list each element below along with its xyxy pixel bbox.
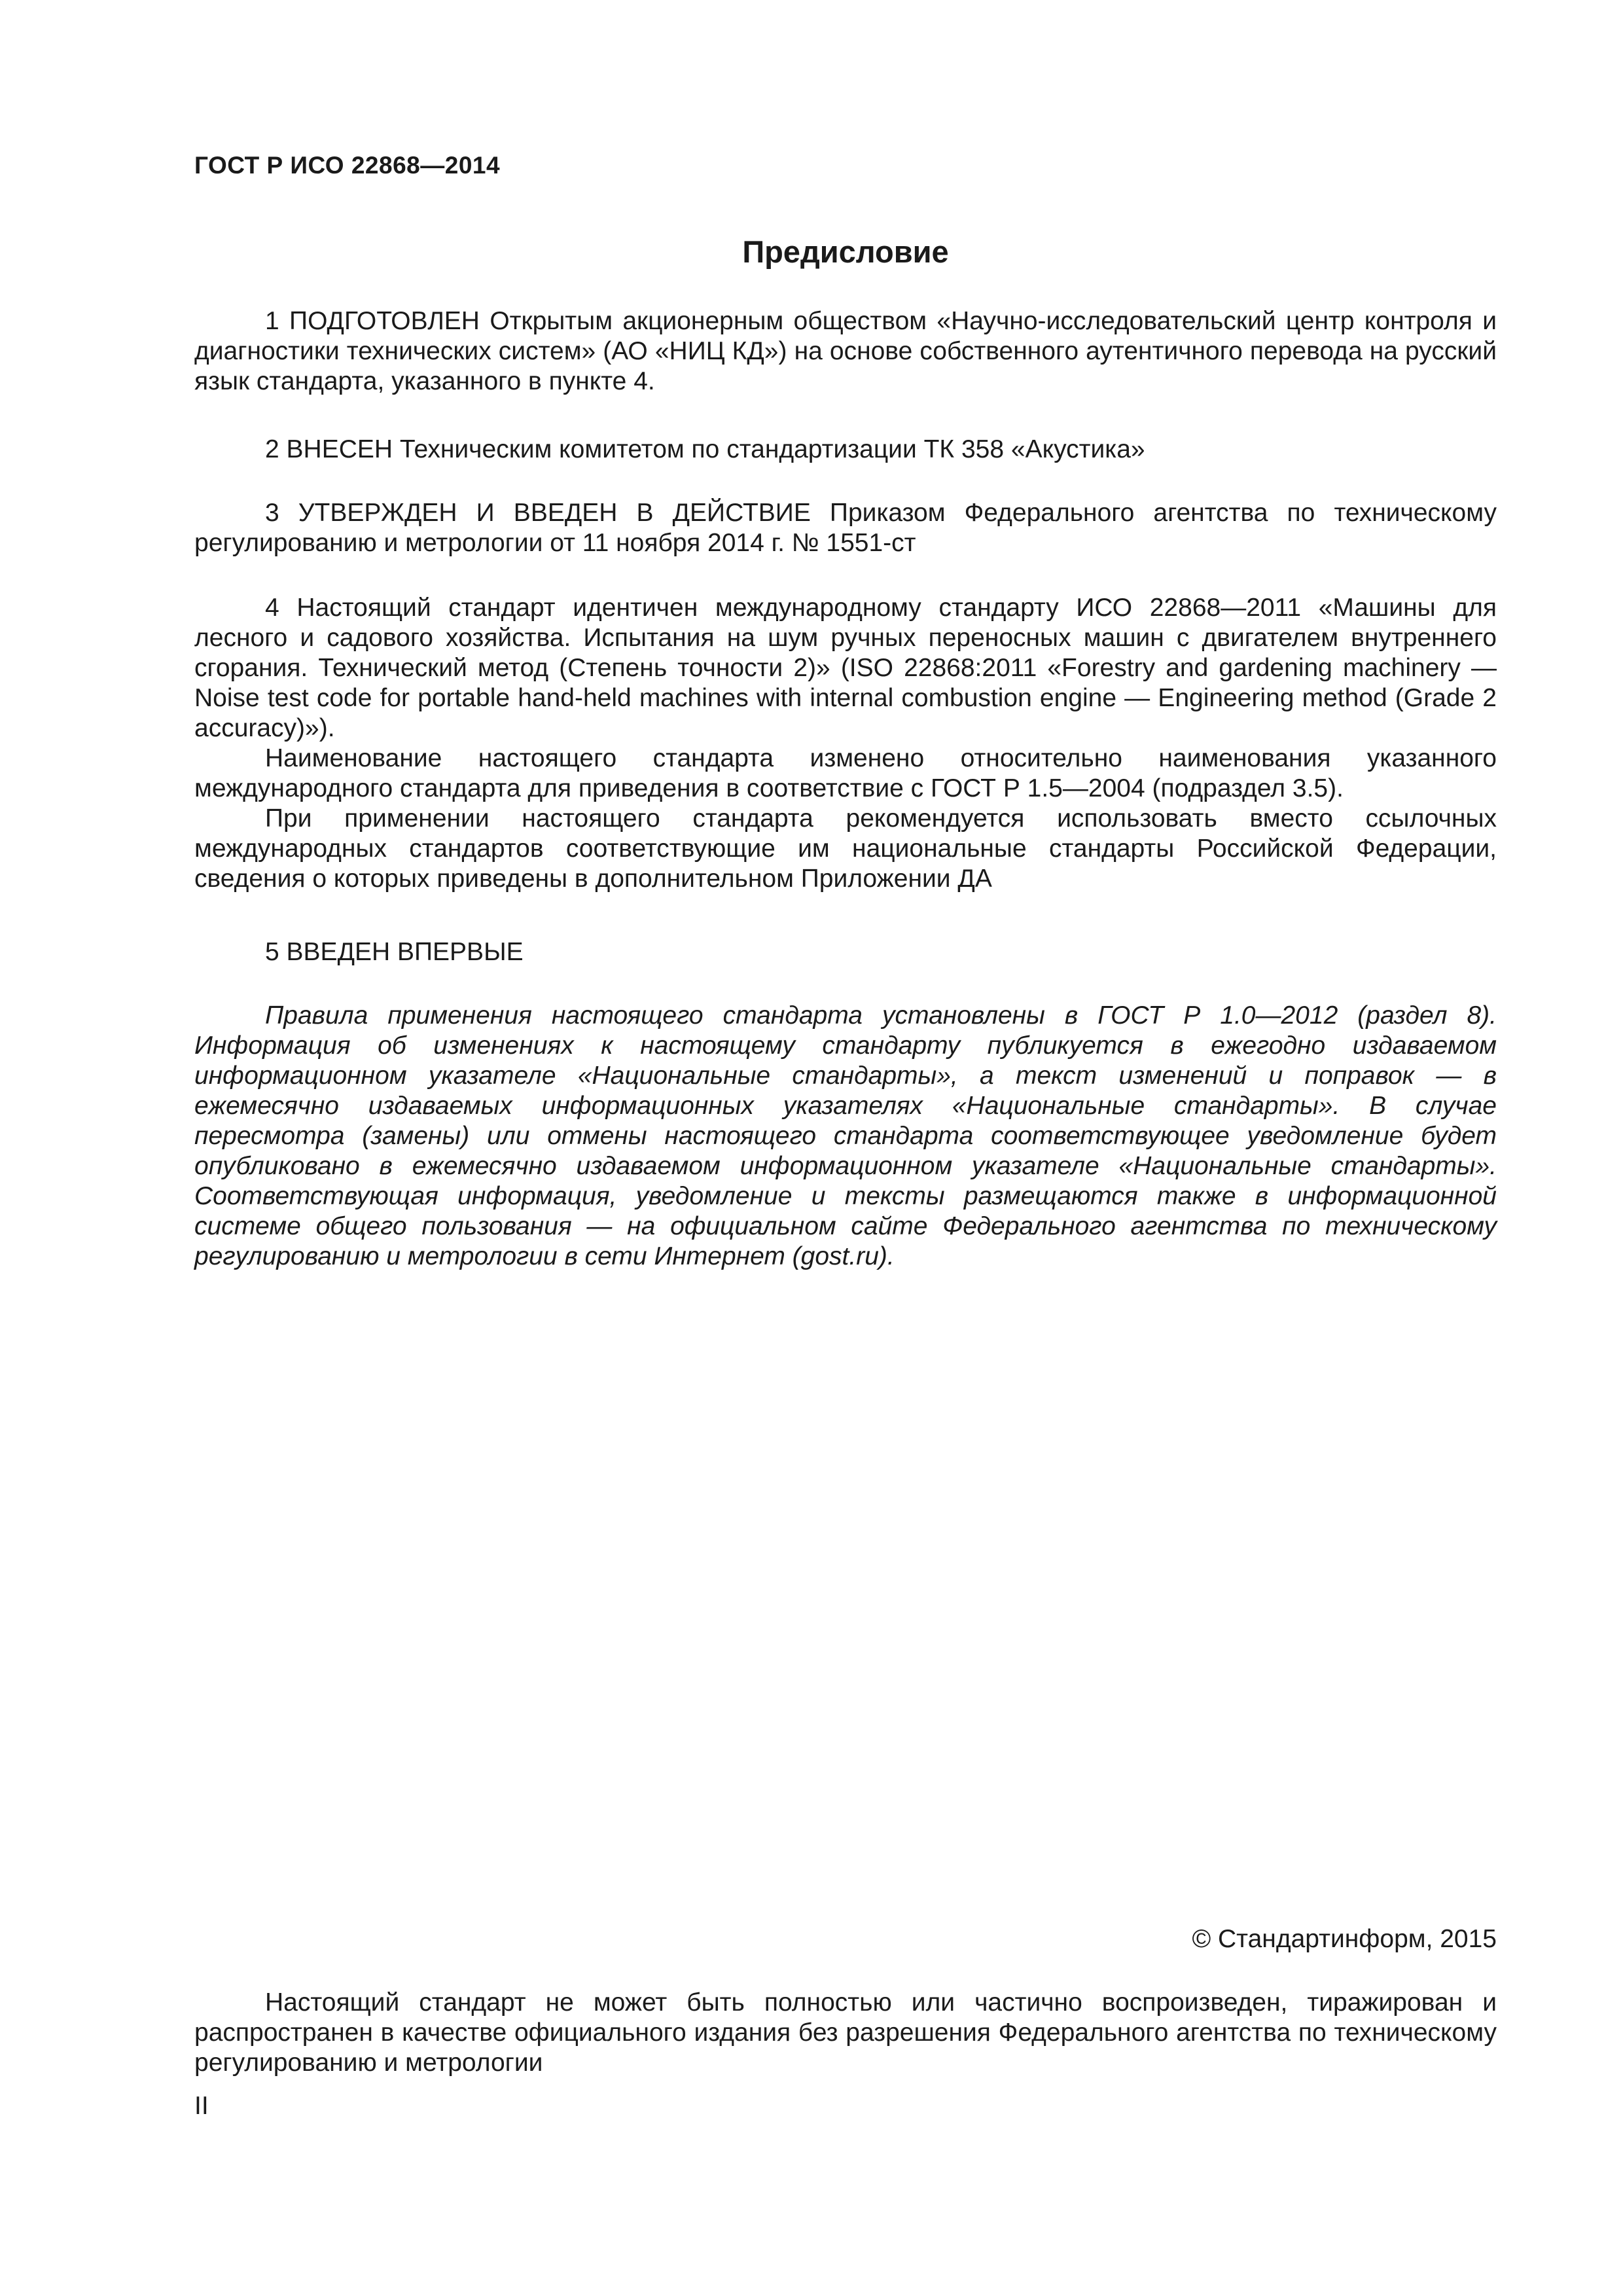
application-notice: Правила применения настоящего стандарта установлены в ГОСТ Р 1.0—2012 (раздел 8). Информация об изменениях к настоящему стандарту публикуется в ежегодно издаваемом информационном указателе «Национальные стандарты», а текст изменений и поправок — в ежемесячно издаваемых информационных указателях «Национальные стандарты». В случае пересмотра (замены) или отмены настоящего стандарта соответствующее уведомление будет опубликовано в ежемесячно издаваемом информационном указателе «Национальные стандарты». Соответствующая информация, уведомление и тексты размещаются также в информационной системе общего пользования — на официальном сайте Федерального агентства по техническому регулированию и метрологии в сети Интернет (gost.ru). [194, 1001, 1497, 1270]
preface-item-4-paragraph-2: Наименование настоящего стандарта изменено относительно наименования указанного международного стандарта для приведения в соответствие с ГОСТ Р 1.5—2004 (подраздел 3.5). [194, 744, 1497, 802]
copyright-line: © Стандартинформ, 2015 [1192, 1925, 1497, 1953]
document-code: ГОСТ Р ИСО 22868—2014 [194, 152, 501, 179]
preface-item-3: 3 УТВЕРЖДЕН И ВВЕДЕН В ДЕЙСТВИЕ Приказом Федерального агентства по техническому регулированию и метрологии от 11 ноября 2014 г. № 1551-ст [194, 499, 1497, 557]
preface-item-1: 1 ПОДГОТОВЛЕН Открытым акционерным обществом «Научно-исследовательский центр контроля и диагностики технических систем» (АО «НИЦ КД») на основе собственного аутентичного перевода на русский язык стандарта, указанного в пункте 4. [194, 307, 1497, 395]
preface-item-4-paragraph-3: При применении настоящего стандарта рекомендуется использовать вместо ссылочных международных стандартов соответствующие им национальные стандарты Российской Федерации, сведения о которых приведены в дополнительном Приложении ДА [194, 804, 1497, 893]
page-title: Предисловие [742, 234, 949, 269]
reproduction-notice: Настоящий стандарт не может быть полностью или частично воспроизведен, тиражирован и распространен в качестве официального издания без разрешения Федерального агентства по техническому регулированию и метрологии [194, 1988, 1497, 2077]
preface-item-5: 5 ВВЕДЕН ВПЕРВЫЕ [265, 938, 524, 966]
page-number: II [194, 2092, 209, 2120]
preface-item-4-paragraph-1: 4 Настоящий стандарт идентичен международному стандарту ИСО 22868—2011 «Машины для лесного и садового хозяйства. Испытания на шум ручных переносных машин с двигателем внутреннего сгорания. Технический метод (Степень точности 2)» (ISO 22868:2011 «Forestry and gardening machinery — Noise test code for portable hand-held machines with internal combustion engine — Engineering method (Grade 2 accuracy)»). [194, 594, 1497, 742]
preface-item-4 [194, 593, 1497, 894]
preface-item-2: 2 ВНЕСЕН Техническим комитетом по стандартизации ТК 358 «Акустика» [265, 435, 1145, 463]
